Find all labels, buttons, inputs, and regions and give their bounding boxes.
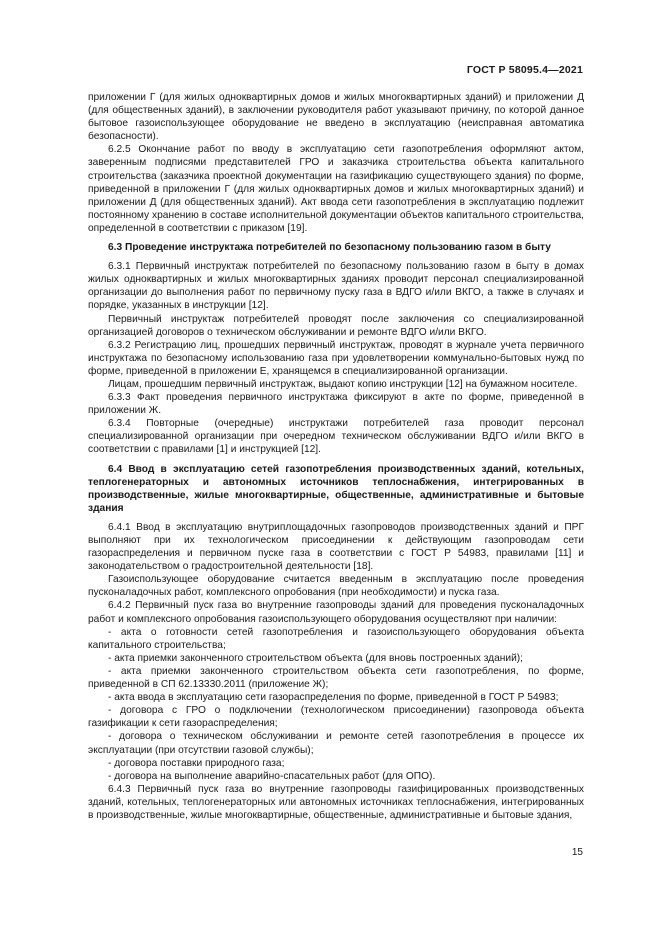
section-heading-6-3: 6.3 Проведение инструктажа потребителей по безопасному пользованию газом в быту	[108, 242, 551, 254]
paragraph: 6.4.2 Первичный пуск газа во внутренние газопроводы зданий для проведения пусконаладочных работ и комплексного опробования газоиспользующего оборудования осуществляют при наличии:	[88, 600, 584, 625]
paragraph: 6.4.3 Первичный пуск газа во внутренние газопроводы газифицированных производственных зданий, котельных, теплогенераторных или автономных источниках теплоснабжения, интегрированных в производственные, жилые многоквартирные, общественные, административные и бытовые здания,	[88, 783, 584, 821]
paragraph: 6.3.3 Факт проведения первичного инструктажа фиксируют в акте по форме, приведенной в приложении Ж.	[88, 392, 584, 417]
list-item: - акта о готовности сетей газопотребления и газоиспользующего оборудования объекта капитального строительства;	[88, 626, 584, 651]
paragraph: 6.2.5 Окончание работ по вводу в эксплуатацию сети газопотребления оформляют актом, заверенным подписями представителей ГРО и заказчика строительства объекта капитального строительства (заказчика проектной документации на газификацию существующего здания) по форме, приведенной в приложении Г (для жилых одноквартирных домов и жилых многоквартирных зданий) и приложении Д (для общественных зданий). Акт ввода сети газопотребления в эксплуатацию подлежит постоянному хранению в составе исполнительной документации объектов капитального строительства, определенной в соответствии с приказом [19].	[88, 144, 584, 234]
paragraph: Газоиспользующее оборудование считается введенным в эксплуатацию после проведения пусконаладочных работ, комплексного опробования (при необходимости) и пуска газа.	[88, 574, 584, 599]
list-item: - акта ввода в эксплуатацию сети газораспределения по форме, приведенной в ГОСТ Р 54983;	[108, 692, 559, 704]
paragraph: Лицам, прошедшим первичный инструктаж, выдают копию инструкции [12] на бумажном носителе.	[108, 378, 578, 390]
list-item: - акта приемки законченного строительством объекта сети газопотребления, по форме, приведенной в СП 62.13330.2011 (приложение Ж);	[88, 665, 584, 691]
paragraph: 6.4.1 Ввод в эксплуатацию внутриплощадочных газопроводов производственных зданий и ПРГ выполняют при их технологическом присоединении к действующим газопроводам сети газораспределения и первичном пуске газа в соответствии с ГОСТ Р 54983, правилами [11] и законодательством о градостроительной деятельности [18].	[88, 521, 584, 573]
standard-number: ГОСТ Р 58095.4—2021	[466, 64, 583, 76]
paragraph: Первичный инструктаж потребителей проводят после заключения со специализированной организацией договоров о техническом обслуживании и ремонте ВДГО и/или ВКГО.	[88, 313, 584, 338]
list-item: - договора на выполнение аварийно-спасательных работ (для ОПО).	[108, 770, 436, 782]
paragraph: 6.3.1 Первичный инструктаж потребителей по безопасному пользованию газом в быту в домах жилых одноквартирных и жилых многоквартирных зданиях проводит персонал специализированной организации до выполнения работ по первичному пуску газа в ВДГО и/или ВКГО, а также в случаях и порядке, указанных в инструкции [12].	[88, 261, 584, 312]
list-item: - акта приемки законченного строительством объекта (для вновь построенных зданий);	[108, 652, 523, 664]
paragraph: приложении Г (для жилых одноквартирных домов и жилых многоквартирных зданий) и приложении Д (для общественных зданий), в заключении руководителя работ указывают причину, по которой данное бытовое газоиспользующее оборудование не введено в эксплуатацию (неисправная автоматика безопасности).	[88, 92, 584, 143]
section-heading-6-4: 6.4 Ввод в эксплуатацию сетей газопотребления производственных зданий, котельных, теплогенераторных и автономных источников теплоснабжения, интегрированных в производственные, жилые многоквартирные, общественные, административные и бытовые здания	[88, 463, 584, 514]
document-body	[88, 91, 584, 822]
list-item: - договора с ГРО о подключении (технологическом присоединении) газопровода объекта газификации к сети газораспределения;	[88, 705, 584, 730]
paragraph: 6.3.4 Повторные (очередные) инструктажи потребителей газа проводит персонал специализированной организации при очередном техническом обслуживании ВДГО и/или ВКГО в соответствии с правилами [1] и инструкцией [12].	[88, 418, 584, 456]
list-item: - договора поставки природного газа;	[108, 757, 285, 769]
list-item: - договора о техническом обслуживании и ремонте сетей газопотребления в процессе их эксплуатации (при отсутствии газовой службы);	[88, 731, 584, 756]
page-number: 15	[571, 847, 583, 858]
paragraph: 6.3.2 Регистрацию лиц, прошедших первичный инструктаж, проводят в журнале учета первичного инструктажа по безопасному использованию газа при удовлетворении коммунально-бытовых нужд по форме, приведенной в приложении Е, хранящемся в специализированной организации.	[88, 339, 584, 377]
